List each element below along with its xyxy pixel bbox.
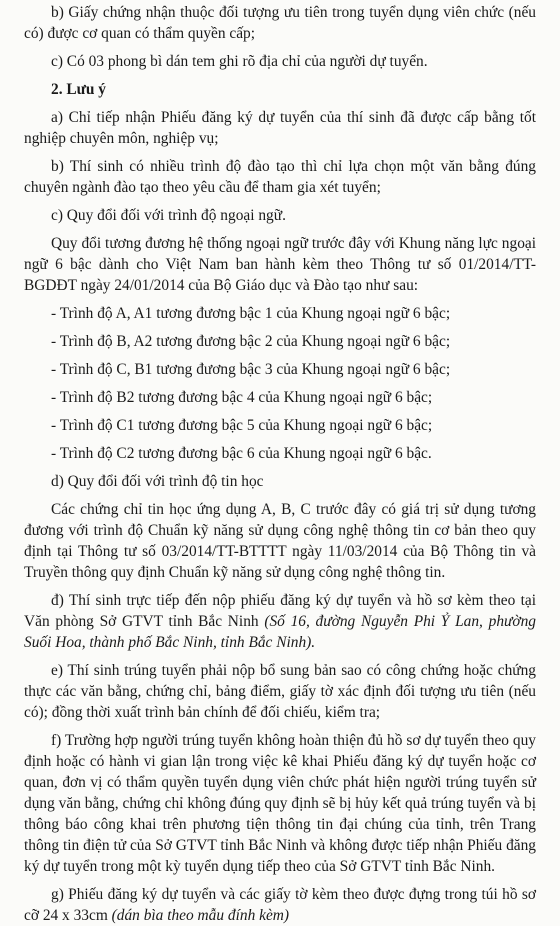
- language-level-item: - Trình độ B2 tương đương bậc 4 của Khung ngoại ngữ 6 bậc;: [51, 389, 433, 406]
- paragraph-g-note: [24, 884, 536, 926]
- submission-text: đ) Thí sinh trực tiếp đến nộp phiếu đăng ký dự tuyển và hồ sơ kèm theo tại Văn phòng Sở GTVT tỉnh Bắc Ninh: [24, 592, 536, 630]
- paragraph-e-note: e) Thí sinh trúng tuyển phải nộp bổ sung bản sao có công chứng hoặc chứng thực các văn bằng, chứng chỉ, bảng điểm, giấy tờ xác định đối tượng ưu tiên (nếu có); đồng thời xuất trình bản chính để đối chiếu, kiểm tra;: [24, 662, 536, 721]
- paragraph-language-conversion: Quy đổi tương đương hệ thống ngoại ngữ trước đây với Khung năng lực ngoại ngữ 6 bậc dành cho Việt Nam ban hành kèm theo Thông tư số 01/2014/TT-BGDĐT ngày 24/01/2014 của Bộ Giáo dục và Đào tạo như sau:: [24, 235, 536, 294]
- paragraph-dd-submission: [24, 590, 536, 653]
- paragraph-c-envelopes: c) Có 03 phong bì dán tem ghi rõ địa chỉ của người dự tuyển.: [51, 53, 428, 70]
- envelope-instruction: (dán bìa theo mẫu đính kèm): [111, 907, 290, 924]
- envelope-text: g) Phiếu đăng ký dự tuyển và các giấy tờ kèm theo được đựng trong túi hồ sơ cỡ 24 x 33cm: [24, 886, 536, 924]
- office-address: (Số 16, đường Nguyễn Phi Ỷ Lan, phường Suối Hoa, thành phố Bắc Ninh, tỉnh Bắc Ninh).: [24, 613, 537, 651]
- paragraph-d-note: d) Quy đổi đối với trình độ tin học: [51, 473, 264, 490]
- language-level-item: - Trình độ C, B1 tương đương bậc 3 của Khung ngoại ngữ 6 bậc;: [51, 361, 451, 378]
- paragraph-a-note: a) Chỉ tiếp nhận Phiếu đăng ký dự tuyển của thí sinh đã được cấp bằng tốt nghiệp chuyên môn, nghiệp vụ;: [24, 109, 536, 147]
- language-level-item: - Trình độ A, A1 tương đương bậc 1 của Khung ngoại ngữ 6 bậc;: [51, 305, 451, 322]
- paragraph-b-certificate: b) Giấy chứng nhận thuộc đối tượng ưu tiên trong tuyển dụng viên chức (nếu có) được cơ quan có thẩm quyền cấp;: [24, 4, 536, 42]
- paragraph-f-note: f) Trường hợp người trúng tuyển không hoàn thiện đủ hồ sơ dự tuyển theo quy định hoặc có hành vi gian lận trong việc kê khai Phiếu đăng ký dự tuyển hoặc cơ quan, đơn vị có thẩm quyền tuyển dụng viên chức phát hiện người trúng tuyển sử dụng văn bằng, chứng chỉ không đúng quy định sẽ bị hủy kết quả trúng tuyển và bị thông báo công khai trên phương tiện thông tin đại chúng của tỉnh, trên Trang thông tin điện tử của Sở GTVT tỉnh Bắc Ninh và không được tiếp nhận Phiếu đăng ký dự tuyển trong một kỳ tuyển dụng tiếp theo của Sở GTVT tỉnh Bắc Ninh.: [24, 732, 536, 875]
- paragraph-b-note: b) Thí sinh có nhiều trình độ đào tạo thì chỉ lựa chọn một văn bằng đúng chuyên ngành đào tạo theo yêu cầu để tham gia xét tuyển;: [24, 158, 536, 196]
- paragraph-c-note: c) Quy đổi đối với trình độ ngoại ngữ.: [51, 207, 286, 224]
- paragraph-it-conversion: Các chứng chỉ tin học ứng dụng A, B, C trước đây có giá trị sử dụng tương đương với trình độ Chuẩn kỹ năng sử dụng công nghệ thông tin cơ bản theo quy định tại Thông tư số 03/2014/TT-BTTTT ngày 11/03/2014 của Bộ Thông tin và Truyền thông quy định Chuẩn kỹ năng sử dụng công nghệ thông tin.: [24, 501, 536, 581]
- section-heading-notes: 2. Lưu ý: [51, 81, 106, 98]
- language-level-item: - Trình độ C1 tương đương bậc 5 của Khung ngoại ngữ 6 bậc;: [51, 417, 433, 434]
- language-level-item: - Trình độ C2 tương đương bậc 6 của Khung ngoại ngữ 6 bậc.: [51, 445, 432, 462]
- language-level-item: - Trình độ B, A2 tương đương bậc 2 của Khung ngoại ngữ 6 bậc;: [51, 333, 451, 350]
